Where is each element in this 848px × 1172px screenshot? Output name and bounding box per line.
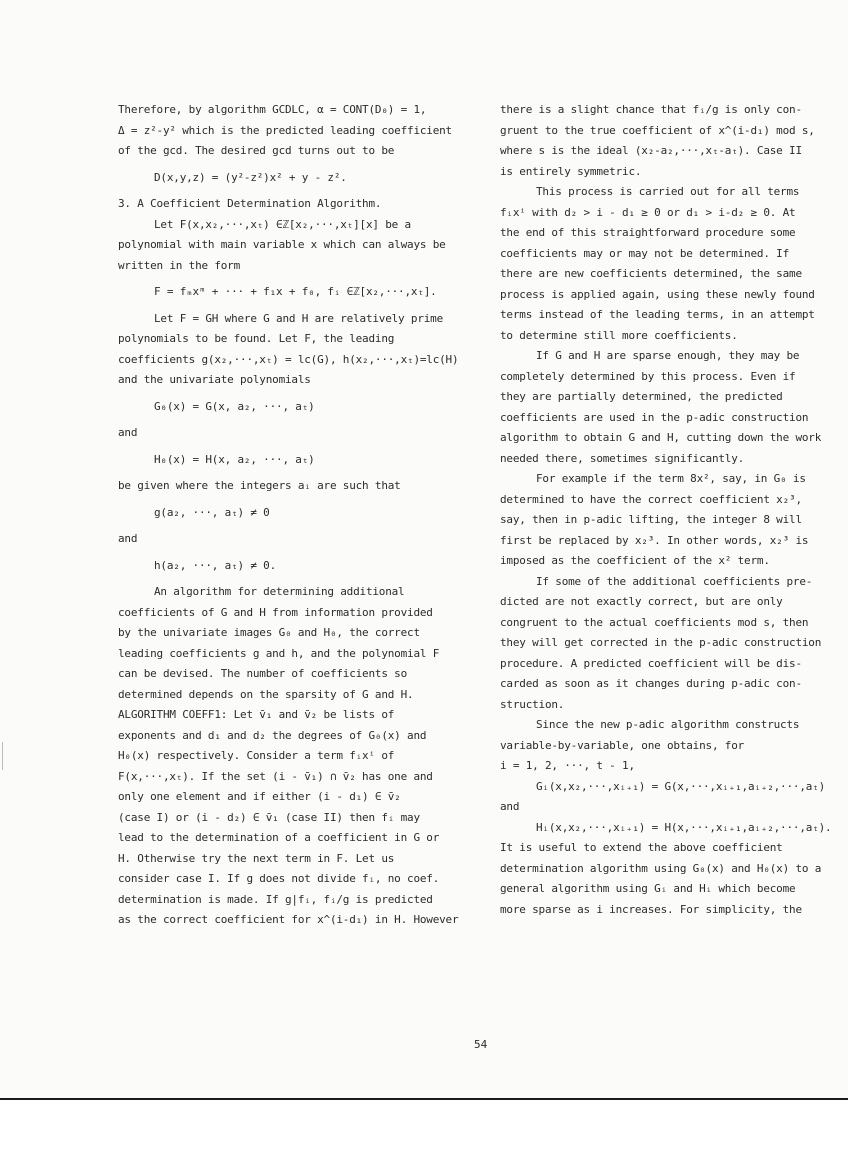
text-line: exponents and d₁ and d₂ the degrees of G₀(x) and: [118, 728, 427, 742]
text-line: written in the form: [118, 258, 241, 272]
text-line: determined to have the correct coefficient x₂³,: [500, 492, 802, 506]
text-line: If some of the additional coefficients pre-: [536, 574, 813, 588]
text-line: process is applied again, using these newly found: [500, 287, 815, 301]
text-line: If G and H are sparse enough, they may be: [536, 349, 800, 362]
text-line: coefficients of G and H from information provided: [118, 605, 433, 619]
text-line: determined depends on the sparsity of G and H.: [118, 687, 414, 701]
text-line: where s is the ideal (x₂-a₂,···,xₜ-aₜ). Case II: [500, 144, 802, 157]
text-line: gruent to the true coefficient of x^(i-d₁) mod s,: [500, 123, 815, 137]
text-line: consider case I. If g does not divide fᵢ, no coef.: [118, 872, 440, 885]
text-line: algorithm to obtain G and H, cutting down the work: [500, 431, 822, 444]
text-line: leading coefficients g and h, and the polynomial F: [118, 646, 440, 660]
algorithm-heading: ALGORITHM COEFF1: Let v̄₁ and v̄₂ be lists of: [118, 708, 395, 721]
text-line: procedure. A predicted coefficient will be dis-: [500, 656, 802, 670]
right-text-column: [500, 100, 835, 920]
text-line: carded as soon as it changes during p-adic con-: [500, 677, 802, 690]
text-line: by the univariate images G₀ and H₀, the correct: [118, 626, 420, 639]
text-line: only one element and if either (i - d₁) ∈ v̄₂: [118, 790, 401, 803]
text-line: general algorithm using Gᵢ and Hᵢ which become: [500, 882, 796, 895]
text-line: terms instead of the leading terms, in an attempt: [500, 308, 815, 321]
text-line: Let F = GH where G and H are relatively prime: [154, 311, 444, 325]
display-equation: Gᵢ(x,x₂,···,xᵢ₊₁) = G(x,···,xᵢ₊₁,aᵢ₊₂,···,aₜ): [536, 779, 826, 793]
text-line: needed there, sometimes significantly.: [500, 451, 745, 465]
text-line: coefficients g(x₂,···,xₜ) = lc(G), h(x₂,···,xₜ)=lc(H): [118, 352, 459, 366]
text-line: and: [118, 532, 138, 545]
text-line: and the univariate polynomials: [118, 373, 311, 386]
page-number: 54: [474, 1038, 488, 1051]
text-line: i = 1, 2, ···, t - 1,: [500, 759, 635, 772]
text-line: completely determined by this process. Even if: [500, 369, 796, 383]
text-line: as the correct coefficient for x^(i-d₁) in H. However: [118, 913, 459, 926]
display-equation: F = fₘxᵐ + ··· + f₁x + f₀, fᵢ ∈ℤ[x₂,···,xₜ].: [154, 285, 437, 298]
text-line: be given where the integers aᵢ are such that: [118, 479, 401, 492]
text-line: H₀(x) respectively. Consider a term fᵢxⁱ of: [118, 749, 395, 762]
text-line: Let F(x,x₂,···,xₜ) ∈ℤ[x₂,···,xₜ][x] be a: [154, 217, 411, 231]
left-text-column: [118, 100, 473, 931]
text-line: and: [118, 426, 138, 439]
section-heading: 3. A Coefficient Determination Algorithm.: [118, 197, 382, 210]
text-line: F(x,···,xₜ). If the set (i - v̄₁) ∩ v̄₂ has one and: [118, 769, 433, 783]
text-line: congruent to the actual coefficients mod s, then: [500, 615, 809, 629]
text-line: coefficients may or may not be determined. If: [500, 246, 790, 260]
display-equation: g(a₂, ···, aₜ) ≠ 0: [154, 505, 270, 519]
text-line: (case I) or (i - d₂) ∈ v̄₁ (case II) then fᵢ may: [118, 810, 420, 824]
margin-mark: [2, 742, 17, 770]
text-line: they are partially determined, the predicted: [500, 390, 783, 403]
text-line: determination is made. If g|fᵢ, fᵢ/g is predicted: [118, 892, 433, 906]
display-equation: G₀(x) = G(x, a₂, ···, aₜ): [154, 399, 315, 413]
text-line: variable-by-variable, one obtains, for: [500, 738, 745, 752]
text-line: For example if the term 8x², say, in G₀ is: [536, 472, 806, 485]
text-line: more sparse as i increases. For simplicity, the: [500, 902, 802, 916]
text-line: An algorithm for determining additional: [154, 585, 405, 598]
display-equation: H₀(x) = H(x, a₂, ···, aₜ): [154, 452, 315, 466]
text-line: determination algorithm using G₀(x) and H₀(x) to a: [500, 861, 822, 875]
text-line: Δ = z²-y² which is the predicted leading coefficient: [118, 123, 452, 137]
text-line: of the gcd. The desired gcd turns out to be: [118, 144, 395, 157]
text-line: lead to the determination of a coefficient in G or: [118, 831, 440, 844]
text-line: there is a slight chance that fᵢ/g is only con-: [500, 103, 802, 116]
display-equation: Hᵢ(x,x₂,···,xᵢ₊₁) = H(x,···,xᵢ₊₁,aᵢ₊₂,···,aₜ).: [536, 820, 832, 834]
text-line: is entirely symmetric.: [500, 164, 642, 178]
display-equation: D(x,y,z) = (y²-z²)x² + y - z².: [154, 170, 347, 184]
display-equation: h(a₂, ···, aₜ) ≠ 0.: [154, 558, 277, 572]
text-line: there are new coefficients determined, the same: [500, 267, 802, 280]
text-line: coefficients are used in the p-adic construction: [500, 410, 809, 424]
text-line: say, then in p-adic lifting, the integer 8 will: [500, 513, 802, 526]
text-line: This process is carried out for all terms: [536, 185, 800, 198]
text-line: struction.: [500, 697, 565, 711]
text-line: can be devised. The number of coefficients so: [118, 667, 408, 680]
text-line: It is useful to extend the above coefficient: [500, 841, 783, 854]
text-line: dicted are not exactly correct, but are only: [500, 595, 783, 608]
text-line: fᵢxⁱ with d₂ > i - d₁ ≥ 0 or d₁ > i-d₂ ≥ 0. At: [500, 205, 796, 219]
text-line: Therefore, by algorithm GCDLC, α = CONT(D₀) = 1,: [118, 103, 427, 116]
scan-bottom-edge: [0, 1098, 848, 1172]
text-line: imposed as the coefficient of the x² term.: [500, 554, 770, 567]
text-line: the end of this straightforward procedure some: [500, 226, 796, 239]
text-line: first be replaced by x₂³. In other words, x₂³ is: [500, 533, 809, 547]
text-line: they will get corrected in the p-adic construction: [500, 636, 822, 649]
text-line: polynomials to be found. Let F, the leading: [118, 332, 395, 345]
text-line: and: [500, 800, 520, 813]
text-line: to determine still more coefficients.: [500, 328, 738, 342]
text-line: Since the new p-adic algorithm constructs: [536, 718, 800, 731]
text-line: H. Otherwise try the next term in F. Let us: [118, 851, 395, 865]
text-line: polynomial with main variable x which can always be: [118, 238, 446, 251]
